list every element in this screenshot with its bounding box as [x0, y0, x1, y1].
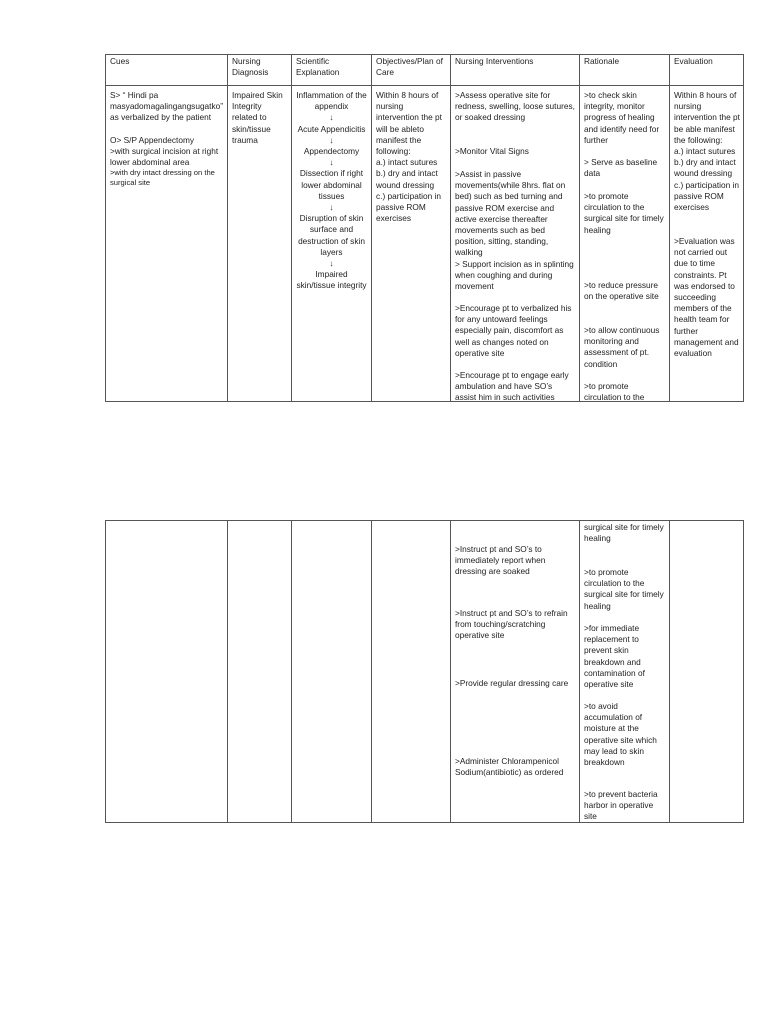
intervention-item: >Instruct pt and SO’s to refrain from touching/scratching operative site: [455, 608, 568, 641]
interventions-column: [451, 521, 580, 822]
cue-subjective: S> “ Hindi pa masyadomagalingangsugatko” as verbalized by the patient: [110, 90, 224, 123]
explanation-column: [292, 55, 372, 401]
objectives-column: [372, 521, 451, 822]
explanation-step: Inflammation of the appendix: [296, 90, 367, 112]
rationale-item: >to prevent bacteria harbor in operative site: [584, 789, 658, 822]
header-evaluation: Evaluation: [674, 56, 713, 66]
header-interventions: Nursing Interventions: [455, 56, 534, 66]
explanation-column: [292, 521, 372, 822]
rationale-column: [580, 55, 670, 401]
cues-column: [106, 521, 228, 822]
intervention-item: >Encourage pt to verbalized his for any untoward feelings especially pain, discomfort as well as changes noted on operative site: [455, 303, 572, 358]
arrow-down-icon: ↓: [329, 134, 334, 145]
cues-cell: [106, 90, 227, 188]
cue-objective-1: >with surgical incision at right lower abdominal area: [110, 145, 219, 168]
explanation-step: Acute Appendicitis: [297, 123, 366, 134]
rationale-item: >for immediate replacement to prevent skin breakdown and contamination of operative site: [584, 623, 645, 690]
header-diagnosis: Nursing Diagnosis: [232, 56, 269, 78]
diagnosis-column: [228, 521, 292, 822]
rationale-column: [580, 521, 670, 822]
rationale-item: > Serve as baseline data: [584, 157, 658, 179]
intervention-item: >Encourage pt to engage early ambulation and have SO’s assist him in such activities: [455, 370, 569, 403]
evaluation-text: Within 8 hours of nursing intervention the pt be able manifest the following: a.) intact sutures b.) dry and intact wound dressing c.) participation in passive ROM exercises: [674, 90, 740, 213]
arrow-down-icon: ↓: [329, 157, 334, 168]
diagnosis-column: [228, 55, 292, 401]
arrow-down-icon: ↓: [329, 258, 334, 269]
cue-objective: O> S/P Appendectomy: [110, 134, 195, 145]
rationale-item: >to reduce pressure on the operative site: [584, 280, 659, 302]
objectives-text: Within 8 hours of nursing intervention the pt will be ableto manifest the following: a.) intact sutures b.) dry and intact wound dressing c.) participation in passive ROM exercises: [376, 90, 442, 224]
diagnosis-text: Impaired Skin Integrity related to skin/tissue trauma: [232, 90, 283, 145]
rationale-item: >to avoid accumulation of moisture at the operative site which may lead to skin breakdown: [584, 701, 657, 768]
care-plan-table-page1: [105, 54, 744, 402]
explanation-step: Appendectomy: [303, 146, 360, 157]
arrow-down-icon: ↓: [329, 202, 334, 213]
rationale-item: surgical site for timely healing: [584, 522, 664, 544]
evaluation-column: [670, 521, 745, 822]
explanation-flow: [292, 90, 371, 292]
intervention-item: >Instruct pt and SO’s to immediately report when dressing are soaked: [455, 544, 546, 577]
explanation-step: Impaired skin/tissue integrity: [296, 269, 367, 291]
objectives-column: [372, 55, 451, 401]
rationale-item: >to promote circulation to the surgical site for timely healing: [584, 567, 664, 611]
header-rationale: Rationale: [584, 56, 620, 66]
intervention-item: > Support incision as in splinting when coughing and during movement: [455, 259, 574, 292]
header-objectives: Objectives/Plan of Care: [376, 56, 443, 78]
intervention-item: >Assess operative site for redness, swelling, loose sutures, or soaked dressing: [455, 90, 575, 123]
rationale-item: >to promote circulation to the surgical site for timely healing: [584, 191, 664, 235]
arrow-down-icon: ↓: [329, 112, 334, 123]
intervention-item: >Administer Chlorampenicol Sodium(antibiotic) as ordered: [455, 756, 564, 778]
intervention-item: >Provide regular dressing care: [455, 678, 569, 688]
header-explanation: Scientific Explanation: [296, 56, 340, 78]
rationale-item: >to check skin integrity, monitor progress of healing and identify need for further: [584, 90, 660, 145]
cues-column: [106, 55, 228, 401]
rationale-item: >to promote circulation to the: [584, 381, 645, 403]
care-plan-table-page2: [105, 520, 744, 823]
rationale-item: >to allow continuous monitoring and assessment of pt. condition: [584, 325, 660, 369]
intervention-item: >Assist in passive movements(while 8hrs. flat on bed) such as bed turning and passive ROM exercise and active exercise thereafter movements such as bed position, sitting, standing, walking: [455, 169, 566, 258]
explanation-step: Dissection if right lower abdominal tissues: [299, 168, 364, 201]
explanation-step: Disruption of skin surface and destruction of skin layers: [298, 213, 365, 257]
header-cues: Cues: [110, 56, 130, 66]
evaluation-column: [670, 55, 745, 401]
intervention-item: >Monitor Vital Signs: [455, 146, 529, 156]
evaluation-note: >Evaluation was not carried out due to time constraints. Pt was endorsed to succeeding members of the health team for further management and evaluation: [674, 236, 739, 359]
cue-objective-2: >with dry intact dressing on the surgical site: [110, 168, 215, 188]
interventions-column: [451, 55, 580, 401]
